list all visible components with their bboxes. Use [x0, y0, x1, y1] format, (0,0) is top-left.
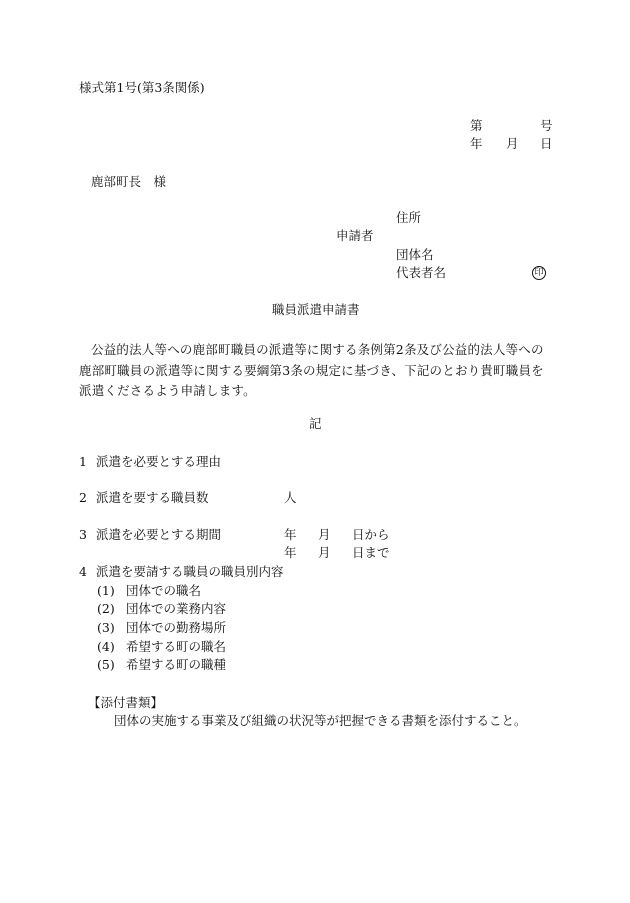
item-4-label: 派遣を要請する職員の職員別内容	[96, 564, 284, 579]
sub-item-label: 希望する町の職名	[126, 639, 227, 654]
period-to-day: 日まで	[352, 545, 390, 560]
representative-label: 代表者名	[396, 265, 447, 280]
period-from-year: 年	[284, 527, 297, 542]
sub-item-number: (3)	[97, 620, 115, 635]
applicant-label: 申請者	[336, 228, 374, 243]
doc-number-prefix: 第	[470, 118, 483, 133]
address-label: 住所	[396, 210, 422, 225]
form-number: 様式第1号(第3条関係)	[79, 80, 205, 95]
sub-item-number: (1)	[97, 583, 115, 598]
sub-item-label: 団体での業務内容	[126, 601, 227, 616]
date-month-label: 月	[506, 136, 519, 151]
attachments-heading: 【添付書類】	[88, 695, 164, 710]
period-from-month: 月	[318, 527, 331, 542]
item-2-number: 2	[79, 490, 87, 505]
sub-item-number: (4)	[97, 639, 115, 654]
item-3-label: 派遣を必要とする期間	[96, 527, 222, 542]
attachments-text: 団体の実施する事業及び組織の状況等が把握できる書類を添付すること。	[114, 713, 527, 728]
date-year-label: 年	[470, 136, 483, 151]
sub-item-number: (2)	[97, 601, 115, 616]
seal-mark: 印	[532, 266, 546, 280]
sub-item-label: 希望する町の職種	[126, 657, 227, 672]
addressee: 鹿部町長 様	[91, 174, 167, 189]
body-paragraph: 公益的法人等への鹿部町職員の派遣等に関する条例第2条及び公益的法人等への鹿部町職員の派遣等に関する要綱第3条の規定に基づき、下記のとおり貴町職員を派遣くださるよう申請します。	[79, 342, 544, 398]
ki-heading: 記	[309, 416, 322, 431]
sub-item-number: (5)	[97, 657, 115, 672]
doc-number-suffix: 号	[540, 118, 553, 133]
sub-item-label: 団体での勤務場所	[126, 620, 227, 635]
item-3-number: 3	[79, 527, 87, 542]
item-2-label: 派遣を要する職員数	[96, 490, 209, 505]
sub-item-label: 団体での職名	[126, 583, 202, 598]
date-day-label: 日	[540, 136, 553, 151]
item-1-number: 1	[79, 454, 87, 469]
document-title: 職員派遣申請書	[272, 302, 360, 317]
item-1-label: 派遣を必要とする理由	[96, 454, 222, 469]
item-4-number: 4	[79, 564, 87, 579]
period-to-year: 年	[284, 545, 297, 560]
item-2-unit: 人	[284, 490, 297, 505]
org-name-label: 団体名	[396, 247, 434, 262]
period-from-day: 日から	[352, 527, 390, 542]
period-to-month: 月	[318, 545, 331, 560]
